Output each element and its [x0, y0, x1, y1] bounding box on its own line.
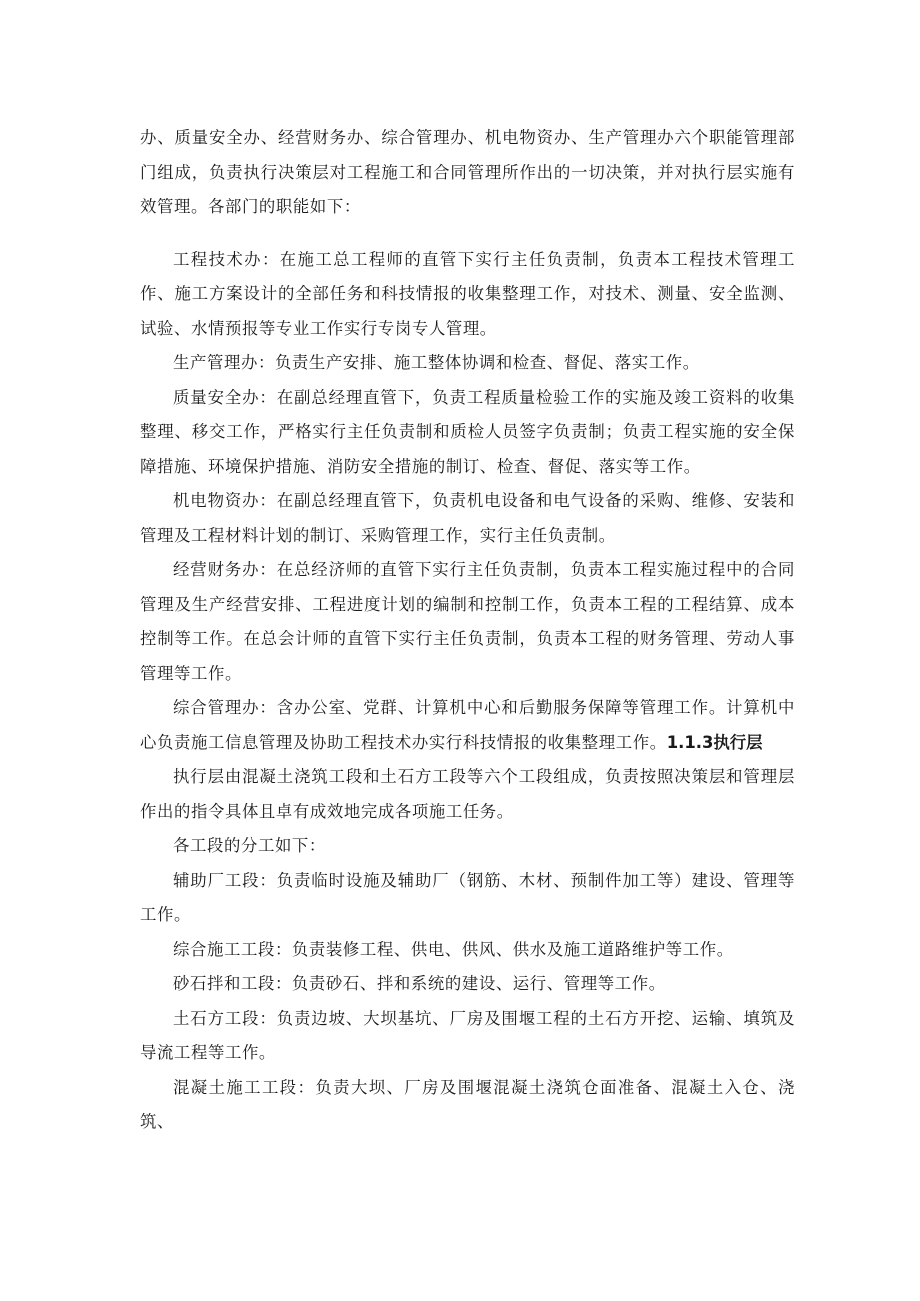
paragraph-earth-rock-section: 土石方工段：负责边坡、大坝基坑、厂房及围堰工程的土石方开挖、运输、填筑及导流工程等工作。 [140, 1008, 795, 1062]
paragraph-engineering-tech-office: 工程技术办：在施工总工程师的直管下实行主任负责制，负责本工程技术管理工作、施工方案设计的全部任务和科技情报的收集整理工作，对技术、测量、安全监测、试验、水情预报等专业工作实行专岗专人管理。 [140, 249, 795, 338]
section-heading-execution-layer: 1.1.3执行层 [666, 732, 763, 752]
paragraph-gravel-mixing-section: 砂石拌和工段：负责砂石、拌和系统的建设、运行、管理等工作。 [173, 974, 666, 993]
paragraph-production-office: 生产管理办：负责生产安排、施工整体协调和检查、督促、落实工作。 [173, 353, 700, 372]
general-admin-text: 综合管理办：含办公室、党群、计算机中心和后勤服务保障等管理工作。计算机中心负责施工信息管理及协助工程技术办实行科技情报的收集整理工作。 [140, 698, 795, 752]
paragraph-general-admin-office [140, 691, 795, 760]
paragraph-execution-layer: 执行层由混凝土浇筑工段和土石方工段等六个工段组成，负责按照决策层和管理层作出的指令具体且卓有成效地完成各项施工任务。 [140, 767, 795, 821]
paragraph-auxiliary-plant-section: 辅助厂工段：负责临时设施及辅助厂（钢筋、木材、预制件加工等）建设、管理等工作。 [140, 870, 795, 924]
paragraph-quality-safety-office: 质量安全办：在副总经理直管下，负责工程质量检验工作的实施及竣工资料的收集整理、移交工作，严格实行主任负责制和质检人员签字负责制；负责工程实施的安全保障措施、环境保护措施、消防安全措施的制订、检查、督促、落实等工作。 [140, 387, 795, 476]
paragraph-gap [140, 225, 795, 243]
paragraph-concrete-section: 混凝土施工工段：负责大坝、厂房及围堰混凝土浇筑仓面准备、混凝土入仓、浇筑、 [140, 1077, 795, 1131]
paragraph-mech-materials-office: 机电物资办：在副总经理直管下，负责机电设备和电气设备的采购、维修、安装和管理及工程材料计划的制订、采购管理工作，实行主任负责制。 [140, 491, 795, 545]
paragraph-intro: 办、质量安全办、经营财务办、综合管理办、机电物资办、生产管理办六个职能管理部门组成，负责执行决策层对工程施工和合同管理所作出的一切决策，并对执行层实施有效管理。各部门的职能如下： [140, 128, 795, 216]
document-body [140, 121, 795, 1140]
paragraph-business-finance-office: 经营财务办：在总经济师的直管下实行主任负责制，负责本工程实施过程中的合同管理及生产经营安排、工程进度计划的编制和控制工作，负责本工程的工程结算、成本控制等工作。在总会计师的直管下实行主任负责制，负责本工程的财务管理、劳动人事管理等工作。 [140, 560, 795, 683]
paragraph-comprehensive-construction-section: 综合施工工段：负责装修工程、供电、供风、供水及施工道路维护等工作。 [173, 939, 734, 959]
paragraph-division-intro: 各工段的分工如下： [173, 836, 326, 855]
